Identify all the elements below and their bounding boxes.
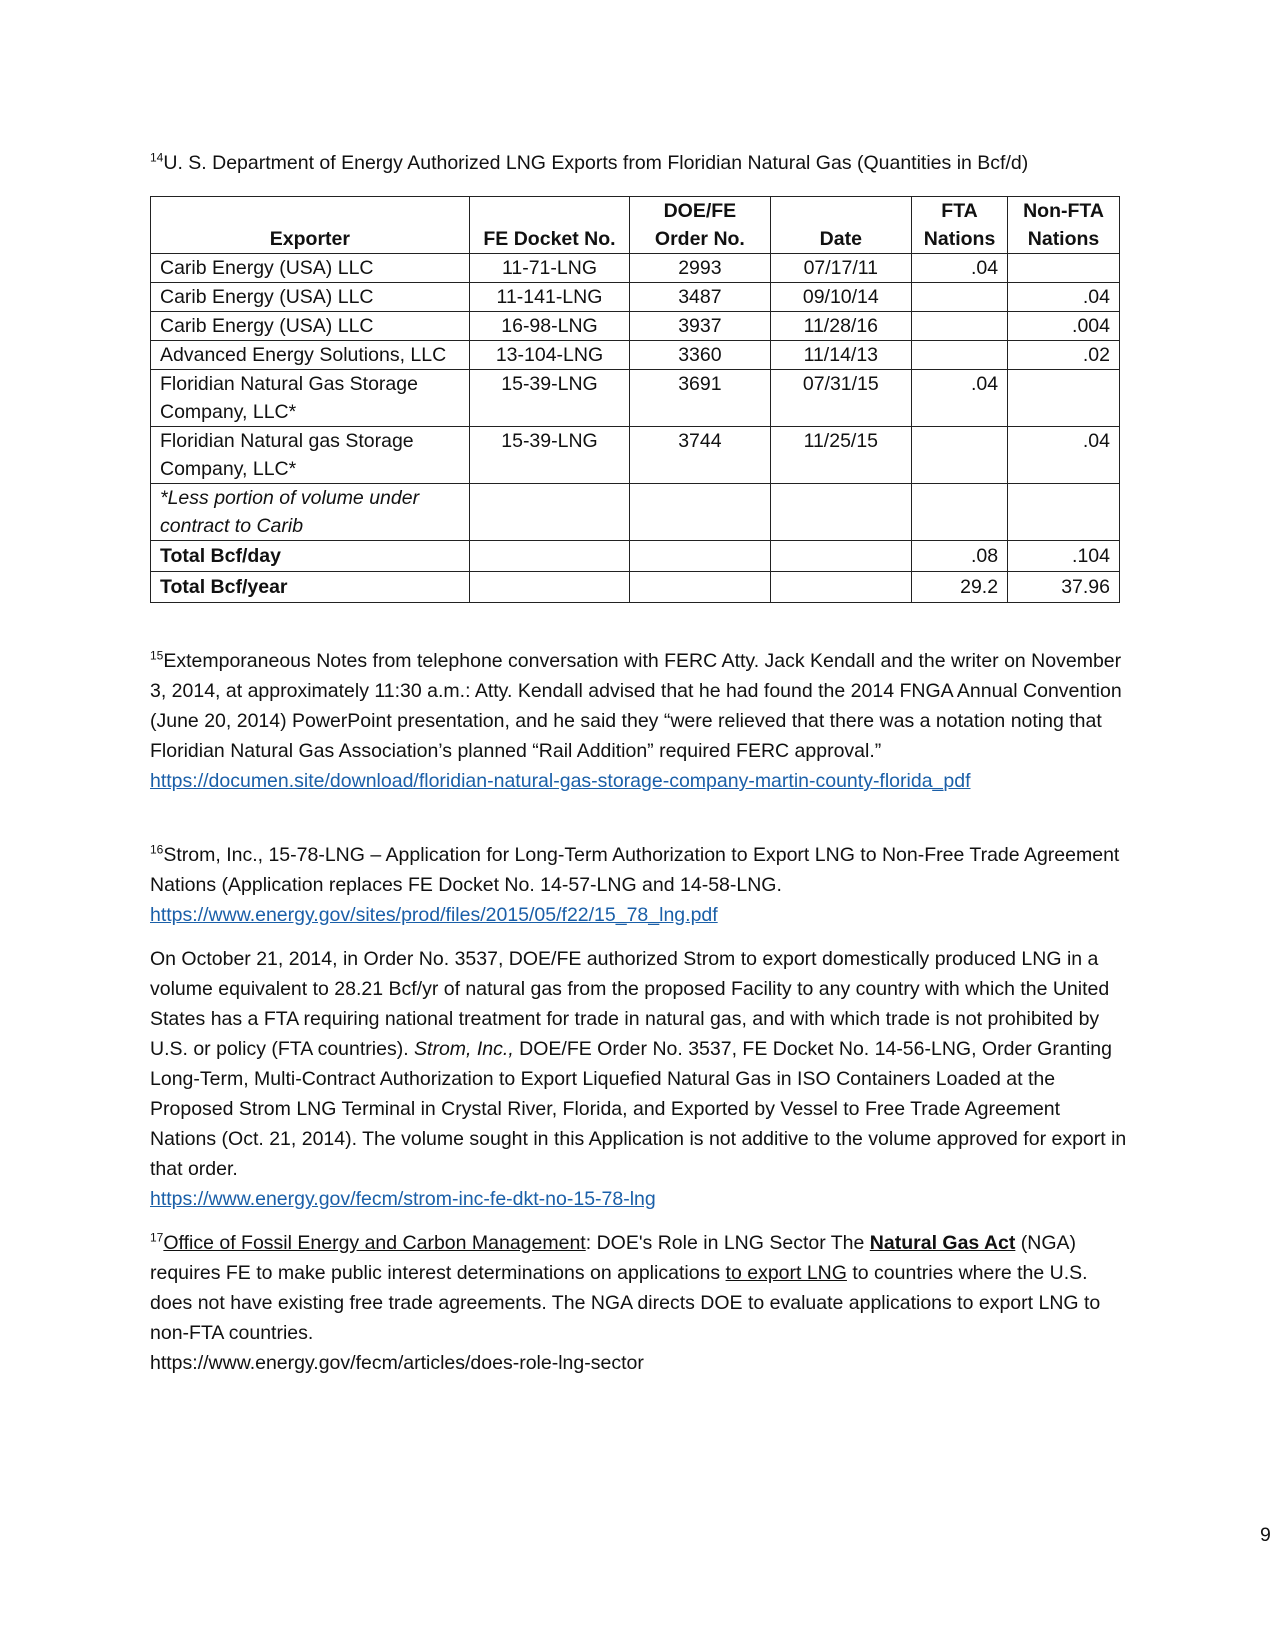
cell-date: 11/28/16 (770, 312, 911, 341)
lng-exports-table (150, 196, 1120, 603)
cell-order: 2993 (630, 254, 770, 283)
cell-docket: 15-39-LNG (469, 427, 629, 484)
cell-exporter: Carib Energy (USA) LLC (151, 254, 470, 283)
cell-docket: 11-71-LNG (469, 254, 629, 283)
cell-fta (912, 341, 1008, 370)
table-caption (150, 148, 1130, 178)
cell-fta (912, 427, 1008, 484)
cell-date: 07/31/15 (770, 370, 911, 427)
export-term: to export LNG (725, 1262, 847, 1284)
table-row (151, 370, 1120, 427)
cell-exporter: Carib Energy (USA) LLC (151, 312, 470, 341)
footnote-17 (150, 1228, 1130, 1378)
header-fta: FTA Nations (912, 197, 1008, 254)
footnote-marker: 17 (150, 1230, 164, 1245)
total-day-nonfta: .104 (1008, 541, 1120, 572)
header-order: DOE/FE Order No. (630, 197, 770, 254)
header-exporter: Exporter (151, 197, 470, 254)
nga-term: Natural Gas Act (869, 1232, 1016, 1254)
header-docket: FE Docket No. (469, 197, 629, 254)
footnote-marker: 15 (150, 648, 164, 663)
total-year-label: Total Bcf/year (151, 572, 470, 603)
paragraph-text: On October 21, 2014, in Order No. 3537, DOE/FE authorized Strom to export domestically produced LNG in a volume equivalent to 28.21 Bcf/yr of natural gas from the proposed Facility to any country with which the United States has a FTA requiring national treatment for trade in natural gas, and with which trade is not prohibited by U.S. or policy (FTA countries). (150, 948, 1110, 1060)
source-link[interactable]: https://www.energy.gov/fecm/strom-inc-fe-dkt-no-15-78-lng (150, 1188, 656, 1210)
caption-text: U. S. Department of Energy Authorized LNG Exports from Floridian Natural Gas (Quantities in Bcf/d) (163, 152, 1029, 174)
footnote-text: Strom, Inc., 15-78-LNG – Application for Long-Term Authorization to Export LNG to Non-Free Trade Agreement Nations (Application replaces FE Docket No. 14-57-LNG and 14-58-LNG. (150, 844, 1120, 896)
cell-order: 3744 (630, 427, 770, 484)
cell-nonfta: .04 (1008, 283, 1120, 312)
cell-date: 09/10/14 (770, 283, 911, 312)
strom-paragraph (150, 944, 1130, 1214)
table-row (151, 254, 1120, 283)
cell-exporter: Floridian Natural gas Storage Company, LLC* (151, 427, 470, 484)
total-year-fta: 29.2 (912, 572, 1008, 603)
footnote-marker: 16 (150, 842, 164, 857)
source-link[interactable]: https://documen.site/download/floridian-natural-gas-storage-company-martin-county-florida_pdf (150, 770, 971, 792)
paragraph-text: DOE/FE Order No. 3537, FE Docket No. 14-56-LNG, Order Granting Long-Term, Multi-Contract Authorization to Export Liquefied Natural Gas in ISO Containers Loaded at the Proposed Strom LNG Terminal in Crystal River, Florida, and Exported by Vessel to Free Trade Agreement Nations (Oct. 21, 2014). The volume sought in this Application is not additive to the volume approved for export in that order. (150, 1038, 1127, 1180)
total-day-fta: .08 (912, 541, 1008, 572)
cell-order: 3487 (630, 283, 770, 312)
cell-docket: 13-104-LNG (469, 341, 629, 370)
page-number: 9 (1260, 1524, 1271, 1546)
footnote-text: : DOE's Role in LNG Sector The (585, 1232, 870, 1254)
footnote-15 (150, 646, 1130, 796)
cell-nonfta (1008, 254, 1120, 283)
office-name: Office of Fossil Energy and Carbon Management (163, 1232, 586, 1254)
footnote-text: (NGA) requires FE to make public interest determinations on applications (150, 1232, 1077, 1284)
source-link[interactable]: https://www.energy.gov/sites/prod/files/2015/05/f22/15_78_lng.pdf (150, 904, 718, 926)
cell-nonfta (1008, 370, 1120, 427)
cell-docket: 15-39-LNG (469, 370, 629, 427)
header-date: Date (770, 197, 911, 254)
cell-date: 11/14/13 (770, 341, 911, 370)
table-row (151, 341, 1120, 370)
cell-date: 07/17/11 (770, 254, 911, 283)
cell-fta: .04 (912, 370, 1008, 427)
cell-order: 3360 (630, 341, 770, 370)
footnote-text: Extemporaneous Notes from telephone conversation with FERC Atty. Jack Kendall and the writer on November 3, 2014, at approximately 11:30 a.m.: Atty. Kendall advised that he had found the 2014 FNGA Annual Convention (June 20, 2014) PowerPoint presentation, and he said they “were relieved that there was a notation noting that Floridian Natural Gas Association’s planned “Rail Addition” required FERC approval.” (150, 650, 1122, 762)
header-nonfta: Non-FTA Nations (1008, 197, 1120, 254)
footnote-text: to countries where the U.S. does not have existing free trade agreements. The NGA directs DOE to evaluate applications to export LNG to non-FTA countries. (150, 1262, 1101, 1344)
cell-nonfta: .004 (1008, 312, 1120, 341)
total-year-row (151, 572, 1120, 603)
cell-nonfta: .02 (1008, 341, 1120, 370)
cell-docket: 11-141-LNG (469, 283, 629, 312)
cell-fta (912, 312, 1008, 341)
total-year-nonfta: 37.96 (1008, 572, 1120, 603)
cell-exporter: Advanced Energy Solutions, LLC (151, 341, 470, 370)
cell-fta (912, 283, 1008, 312)
cell-exporter: Floridian Natural Gas Storage Company, LLC* (151, 370, 470, 427)
cell-order: 3691 (630, 370, 770, 427)
cell-date: 11/25/15 (770, 427, 911, 484)
cell-nonfta: .04 (1008, 427, 1120, 484)
cell-exporter: Carib Energy (USA) LLC (151, 283, 470, 312)
footnote-marker: 14 (150, 150, 164, 165)
cell-docket: 16-98-LNG (469, 312, 629, 341)
case-name: Strom, Inc., (414, 1038, 514, 1060)
table-header-row (151, 197, 1120, 254)
table-row (151, 283, 1120, 312)
total-day-row (151, 541, 1120, 572)
footnote-16 (150, 840, 1130, 930)
table-row (151, 427, 1120, 484)
table-row (151, 312, 1120, 341)
table-note-row (151, 484, 1120, 541)
cell-fta: .04 (912, 254, 1008, 283)
source-url: https://www.energy.gov/fecm/articles/does-role-lng-sector (150, 1352, 644, 1374)
table-note: *Less portion of volume under contract to Carib (151, 484, 470, 541)
cell-order: 3937 (630, 312, 770, 341)
total-day-label: Total Bcf/day (151, 541, 470, 572)
